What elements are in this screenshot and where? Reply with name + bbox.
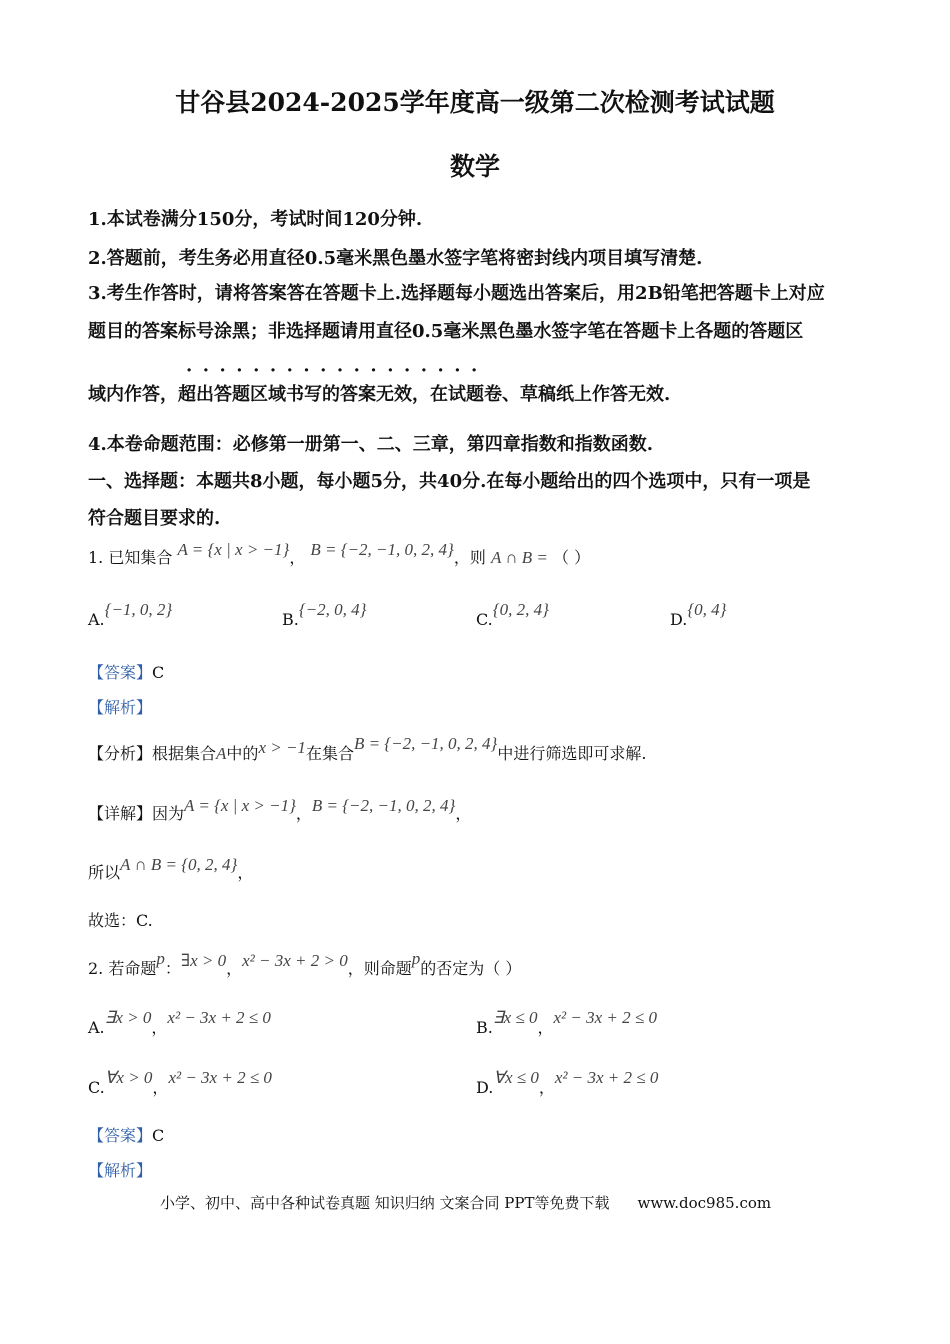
- option-quantifier: ∃x ≤ 0: [492, 1008, 538, 1027]
- q1-fenxi: [88, 734, 647, 764]
- q1-paren: （ ）: [553, 548, 591, 567]
- note-3: 3.考生作答时，请将答案答在答题卡上.选择题每小题选出答案后，用2B铅笔把答题卡上对应: [88, 283, 825, 304]
- option-comma: ，: [151, 1018, 168, 1037]
- footer-link[interactable]: www.doc985.com: [637, 1194, 772, 1212]
- detail-text: 因为: [152, 804, 185, 823]
- question-2: [88, 949, 522, 979]
- option-value: {−1, 0, 2}: [104, 600, 173, 619]
- q1-choose: 故选：C.: [88, 911, 153, 930]
- q1-option-b: [282, 600, 367, 630]
- detail-set-a: A = {x | x > −1}: [184, 796, 296, 815]
- option-label: A.: [88, 610, 105, 629]
- option-ineq: x² − 3x + 2 ≤ 0: [553, 1008, 657, 1027]
- q2-p2: p: [411, 949, 421, 968]
- fenxi-text: 根据集合: [152, 744, 217, 763]
- fenxi-cond: x > −1: [258, 738, 306, 757]
- q1-lead: 1. 已知集合: [88, 548, 173, 567]
- answer-tag: 【答案】: [88, 663, 153, 682]
- detail-tag: 【详解】: [88, 804, 153, 823]
- answer-tag: 【答案】: [88, 1126, 153, 1145]
- option-quantifier: ∀x > 0: [104, 1068, 153, 1087]
- q1-detail: [88, 796, 472, 824]
- q1-then: ，则: [453, 548, 486, 567]
- option-label: B.: [476, 1018, 493, 1037]
- q2-ineq: x² − 3x + 2 > 0: [242, 951, 348, 970]
- detail-sep: ，: [295, 804, 312, 823]
- option-value: {0, 2, 4}: [492, 600, 549, 619]
- question-1: [88, 540, 591, 568]
- q1-set-a: A = {x | x > −1}: [177, 540, 290, 559]
- q2-lead: 2. 若命题: [88, 959, 157, 978]
- note-3-cont: 题目的答案标号涂黑；非选择题请用直径0.5毫米黑色墨水签字笔在答题卡上各题的答题区: [88, 321, 804, 342]
- so-end: ，: [237, 863, 254, 882]
- option-comma: ，: [537, 1018, 554, 1037]
- option-ineq: x² − 3x + 2 ≤ 0: [554, 1068, 659, 1087]
- q2-exist: ∃x > 0: [180, 951, 227, 970]
- detail-set-b: B = {−2, −1, 0, 2, 4}: [311, 796, 456, 815]
- option-value: {0, 4}: [687, 600, 727, 619]
- detail-end: ，: [455, 804, 472, 823]
- q2-then: ，则命题: [347, 959, 412, 978]
- q1-sep: ，: [289, 548, 306, 567]
- fenxi-text: 中进行筛选即可求解.: [497, 744, 647, 763]
- note-1: 1.本试卷满分150分，考试时间120分钟.: [88, 209, 423, 230]
- option-label: D.: [670, 610, 688, 629]
- exam-title: 甘谷县2024-2025学年度高一级第二次检测考试试题: [175, 88, 775, 117]
- note-4: 4.本卷命题范围：必修第一册第一、二、三章，第四章指数和指数函数.: [88, 434, 654, 455]
- option-value: {−2, 0, 4}: [298, 600, 367, 619]
- fenxi-text: 中的: [226, 744, 259, 763]
- q1-ask: A ∩ B =: [490, 548, 548, 567]
- q2-p: p: [156, 949, 165, 968]
- q1-set-b: B = {−2, −1, 0, 2, 4}: [310, 540, 454, 559]
- q2-analysis-tag: 【解析】: [88, 1161, 153, 1180]
- option-label: A.: [88, 1018, 105, 1037]
- option-label: D.: [476, 1078, 494, 1097]
- note-3-end: 域内作答，超出答题区域书写的答案无效，在试题卷、草稿纸上作答无效.: [88, 384, 671, 405]
- section-heading: 一、选择题：本题共8小题，每小题5分，共40分.在每小题给出的四个选项中，只有一项是: [88, 471, 811, 492]
- fenxi-set-b: B = {−2, −1, 0, 2, 4}: [353, 734, 498, 753]
- answer-value: C: [152, 663, 165, 682]
- option-comma: ，: [152, 1078, 169, 1097]
- q2-option-c: [88, 1068, 272, 1098]
- option-quantifier: ∃x > 0: [104, 1008, 152, 1027]
- answer-value: C: [152, 1126, 165, 1145]
- q1-so: [88, 855, 254, 883]
- footer-text: 小学、初中、高中各种试卷真题 知识归纳 文案合同 PPT等免费下载: [160, 1194, 610, 1212]
- fenxi-text: 在集合: [305, 744, 354, 763]
- section-heading-cont: 符合题目要求的.: [88, 508, 221, 529]
- q1-option-d: [670, 600, 727, 630]
- emphasis-dots: ··················: [186, 360, 488, 381]
- so-text: 所以: [88, 863, 121, 882]
- subject-title: 数学: [449, 152, 500, 181]
- option-comma: ，: [538, 1078, 555, 1097]
- page-footer: [160, 1192, 771, 1213]
- q1-option-c: [476, 600, 549, 630]
- so-expr: A ∩ B = {0, 2, 4}: [120, 855, 238, 874]
- option-quantifier: ∀x ≤ 0: [493, 1068, 539, 1087]
- option-ineq: x² − 3x + 2 ≤ 0: [167, 1008, 271, 1027]
- option-label: C.: [88, 1078, 105, 1097]
- q1-answer: [88, 660, 164, 683]
- option-label: B.: [282, 610, 299, 629]
- q2-option-d: [476, 1068, 659, 1098]
- q1-option-a: [88, 600, 173, 630]
- option-ineq: x² − 3x + 2 ≤ 0: [168, 1068, 272, 1087]
- q2-answer: [88, 1123, 164, 1146]
- q1-analysis-tag: 【解析】: [88, 698, 153, 717]
- q2-neg: 的否定为（ ）: [420, 959, 522, 978]
- q2-option-b: [476, 1008, 657, 1038]
- option-label: C.: [476, 610, 493, 629]
- fenxi-tag: 【分析】: [88, 744, 153, 763]
- note-2: 2.答题前，考生务必用直径0.5毫米黑色墨水签字笔将密封线内项目填写清楚.: [88, 248, 703, 269]
- q2-colon: ：: [164, 959, 181, 978]
- q2-option-a: [88, 1008, 271, 1038]
- q2-sep: ，: [226, 959, 243, 978]
- fenxi-a: A: [216, 744, 227, 763]
